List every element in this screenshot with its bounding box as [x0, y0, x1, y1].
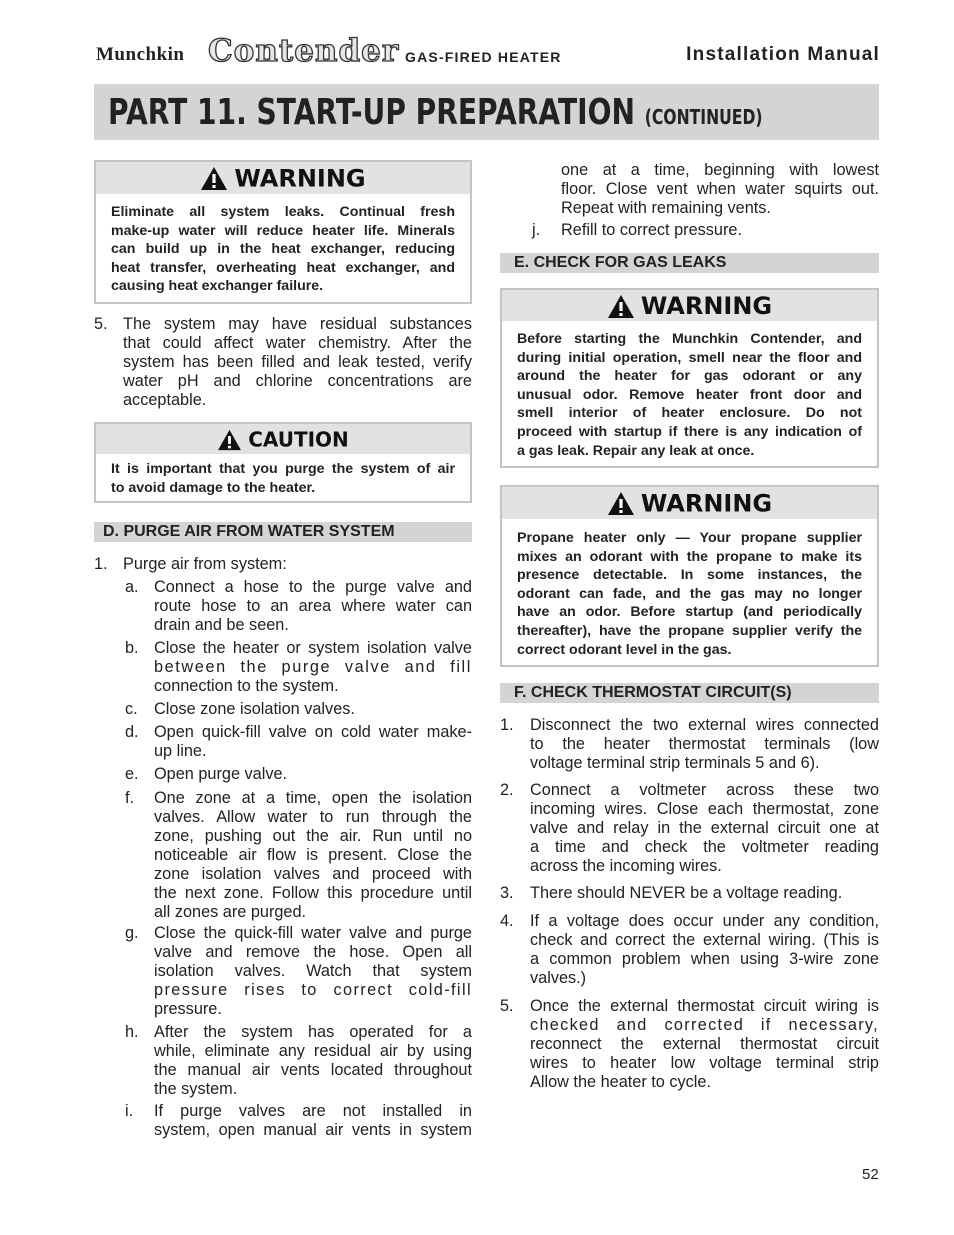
warning-header — [502, 290, 877, 321]
list-item-text: Disconnect the two external wires connected to the heater thermostat terminals (low voltage terminal strip terminals 5 and 6). — [530, 716, 879, 772]
page-header — [96, 34, 880, 74]
warning-line: during initial operation, smell near the floor and — [517, 349, 862, 366]
sub-letter: h. — [125, 1023, 139, 1041]
list-number: 4. — [500, 912, 514, 930]
warning-line: Propane heater only — Your propane supplier — [517, 530, 862, 546]
part-title: PART 11. START-UP PREPARATION (CONTINUED) — [108, 92, 763, 133]
list-item-text: The system may have residual substances that could affect water chemistry. After the system has been filled and leak tested, verify water pH and chlorine concentrations are acceptable. — [123, 315, 472, 409]
list-number: 3. — [500, 884, 514, 902]
brand-name: Munchkin — [96, 44, 185, 65]
list-item-text: Connect a voltmeter across these two incoming wires. Close each thermostat, zone valve and relay in the external circuit one at a time and check the voltmeter reading across the incoming wires. — [530, 781, 879, 875]
caution-triangle-icon — [217, 429, 242, 451]
sub-item-text: Close zone isolation valves. — [154, 700, 355, 718]
contender-logo: Contender — [208, 33, 400, 69]
warning-line: make-up water will reduce heater life. Minerals — [111, 222, 455, 239]
warning-line: correct odorant level in the gas. — [517, 641, 732, 658]
sub-item-text: Open purge valve. — [154, 765, 288, 783]
sub-letter: j. — [532, 221, 541, 239]
warning-box-propane — [500, 485, 879, 667]
warning-line: causing heat exchanger failure. — [111, 278, 324, 295]
sub-item-text: Open quick-fill valve on cold water make- up line. — [154, 723, 472, 760]
warning-line: odorant can fade, and the gas may no longer — [517, 585, 862, 602]
caution-header — [96, 424, 470, 454]
list-number: 1. — [94, 555, 108, 573]
warning-text — [502, 321, 877, 460]
sub-item-text: Close the quick-fill water valve and purge valve and remove the hose. Open all isolation valves. Watch that system pressure rises to correct cold-fill pressure. — [154, 924, 472, 1018]
sub-item-text: Refill to correct pressure. — [561, 221, 742, 239]
caution-line: It is important that you purge the system of air — [111, 461, 455, 477]
sub-letter: e. — [125, 765, 139, 783]
warning-line: unusual odor. Remove heater front door and — [517, 386, 862, 403]
warning-line: thereafter), have the propane supplier verify the — [517, 622, 862, 639]
sub-letter: c. — [125, 700, 138, 718]
warning-text — [96, 194, 470, 296]
warning-line: presence detectable. In some instances, the — [517, 567, 862, 584]
warning-line: smell interior of heater enclosure. Do not — [517, 405, 862, 422]
warning-line: have an odor. Before startup (and periodically — [517, 604, 862, 621]
warning-triangle-icon — [607, 491, 635, 516]
caution-text — [96, 454, 470, 497]
sub-letter: g. — [125, 924, 139, 942]
section-f-heading: F. CHECK THERMOSTAT CIRCUIT(S) — [500, 683, 879, 703]
list-number: 1. — [500, 716, 514, 734]
section-d-heading: D. PURGE AIR FROM WATER SYSTEM — [94, 522, 472, 542]
section-e-heading: E. CHECK FOR GAS LEAKS — [500, 253, 879, 273]
warning-text — [502, 519, 877, 659]
warning-line: can build up in the heat exchanger, reducing — [111, 241, 455, 258]
list-item-text: There should NEVER be a voltage reading. — [530, 884, 843, 902]
product-type: GAS-FIRED HEATER — [405, 49, 562, 65]
warning-triangle-icon — [607, 294, 635, 319]
warning-label: WARNING — [640, 489, 773, 518]
sub-letter: a. — [125, 578, 139, 596]
warning-box-leaks — [94, 160, 472, 304]
page-number: 52 — [862, 1166, 879, 1183]
sub-item-text: One zone at a time, open the isolation valves. Allow water to run through the zone, pushing out the air. Run until no noticeable air flow is present. Close the zone isolation valves and proceed with the next zone. Follow this procedure until all zones are purged. — [154, 789, 472, 921]
sub-letter: d. — [125, 723, 139, 741]
caution-line: to avoid damage to the heater. — [111, 479, 316, 496]
manual-title: Installation Manual — [686, 44, 880, 65]
sub-item-text: Connect a hose to the purge valve and route hose to an area where water can drain and be seen. — [154, 578, 472, 634]
warning-label: WARNING — [640, 292, 773, 320]
list-item-text: If a voltage does occur under any condition, check and correct the external wiring. (This is a common problem when using 3-wire zone valves.) — [530, 912, 879, 987]
list-item-text: Purge air from system: — [123, 555, 287, 573]
warning-line: proceed with startup if there is any indication of — [517, 423, 862, 440]
list-number: 2. — [500, 781, 514, 799]
warning-line: Eliminate all system leaks. Continual fresh — [111, 204, 455, 220]
warning-line: a gas leak. Repair any leak at once. — [517, 442, 755, 459]
caution-label: CAUTION — [248, 427, 349, 452]
warning-box-gas-leaks — [500, 288, 879, 468]
warning-line: heat transfer, overheating heat exchanger, and — [111, 259, 455, 276]
caution-box — [94, 422, 472, 503]
warning-triangle-icon — [200, 166, 228, 191]
warning-line: around the heater for gas odorant or any — [517, 368, 862, 385]
warning-header — [96, 162, 470, 194]
sub-item-text: After the system has operated for a while, eliminate any residual air by using the manual air vents located throughout the system. — [154, 1023, 472, 1098]
warning-header — [502, 487, 877, 519]
part-continued: (CONTINUED) — [644, 105, 763, 129]
warning-line: Before starting the Munchkin Contender, and — [517, 331, 862, 347]
warning-line: mixes an odorant with the propane to make its — [517, 548, 862, 565]
sub-letter: i. — [125, 1102, 134, 1120]
sub-item-continuation: one at a time, beginning with lowest floor. Close vent when water squirts out. Repeat with remaining vents. — [561, 161, 879, 217]
sub-item-text: Close the heater or system isolation valve between the purge valve and fill connection to the system. — [154, 639, 472, 695]
list-number: 5. — [500, 997, 514, 1015]
sub-letter: b. — [125, 639, 139, 657]
sub-item-text: If purge valves are not installed in system, open manual air vents in system — [154, 1102, 472, 1139]
warning-label: WARNING — [234, 164, 366, 193]
list-number: 5. — [94, 315, 108, 333]
list-item-text: Once the external thermostat circuit wiring is checked and corrected if necessary, reconnect the external thermostat circuit wires to heater low voltage terminal strip Allow the heater to cycle. — [530, 997, 879, 1091]
sub-letter: f. — [125, 789, 135, 807]
part-title-bar — [94, 84, 879, 140]
